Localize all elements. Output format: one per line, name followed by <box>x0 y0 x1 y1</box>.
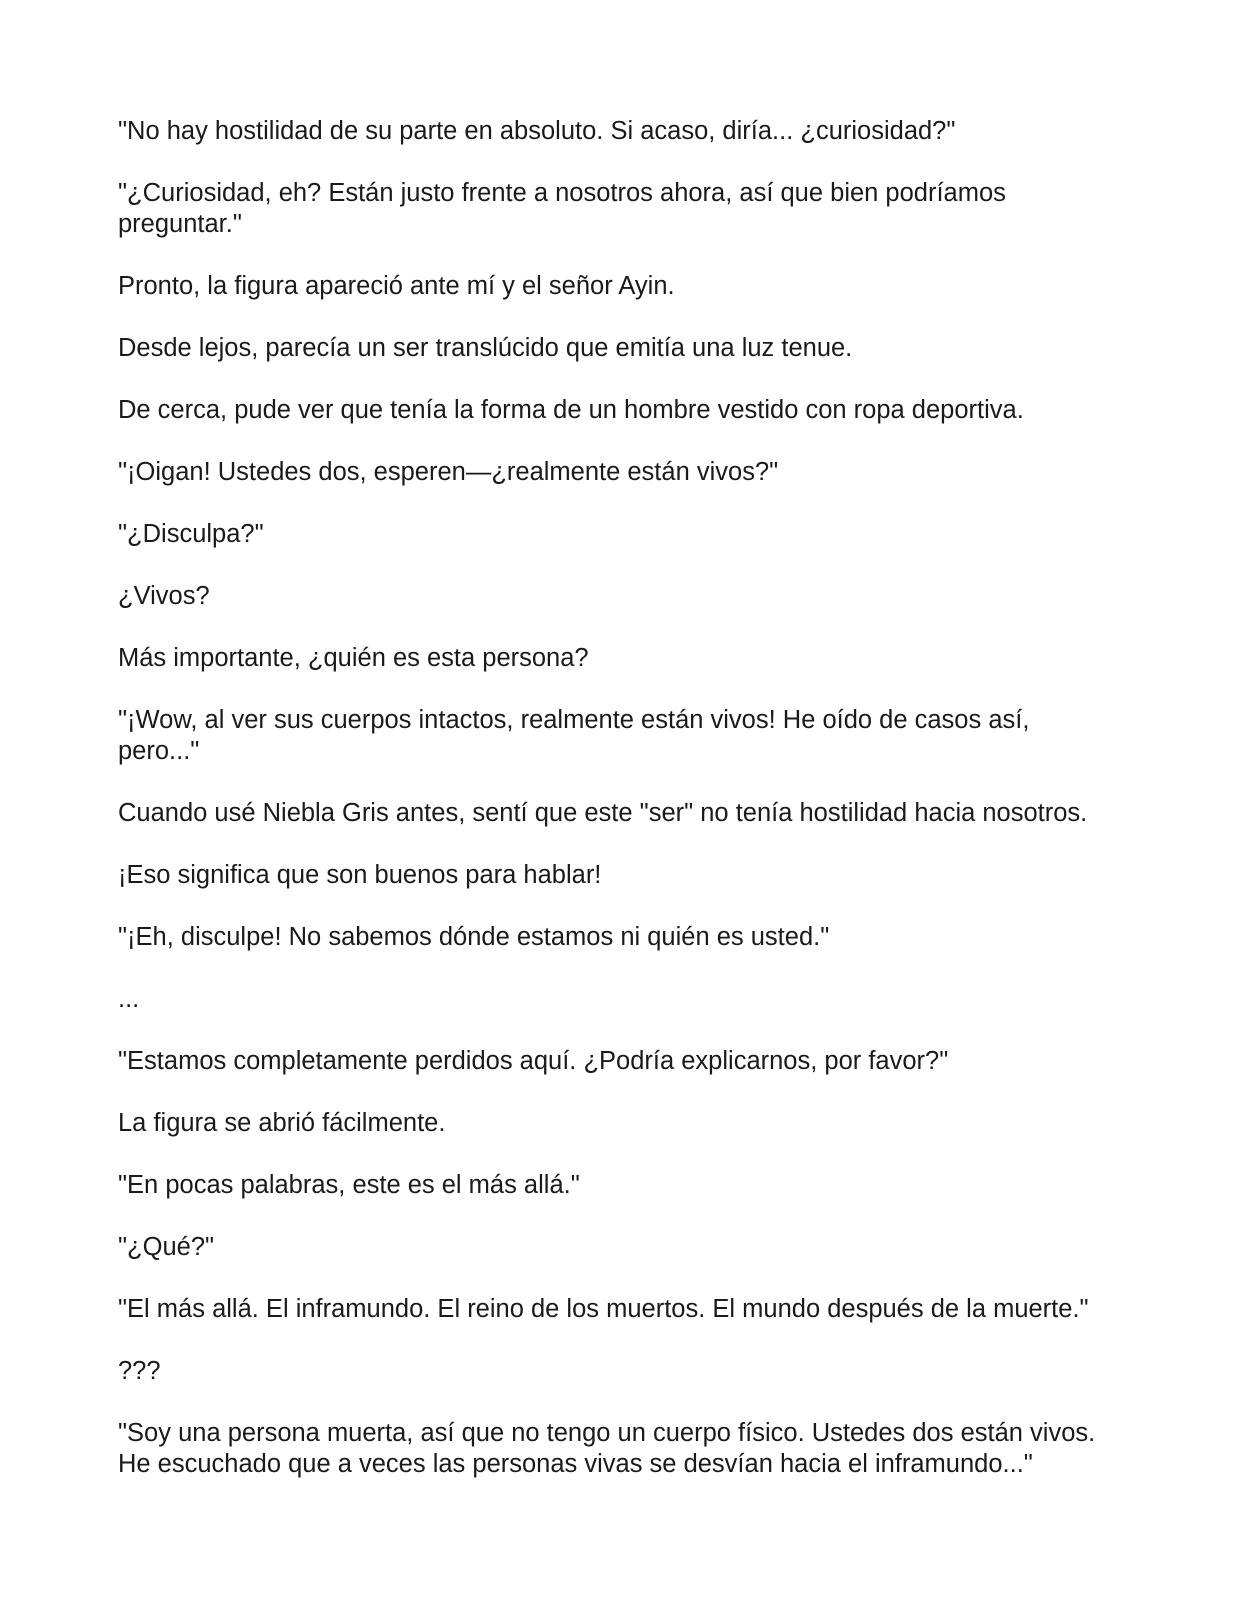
paragraph: Pronto, la figura apareció ante mí y el señor Ayin. <box>118 272 675 300</box>
paragraph: "¡Wow, al ver sus cuerpos intactos, realmente están vivos! He oído de casos así, pero..." <box>118 706 1030 765</box>
paragraph: "¿Curiosidad, eh? Están justo frente a nosotros ahora, así que bien podríamos preguntar." <box>118 179 1006 238</box>
paragraph: ... <box>118 985 140 1013</box>
paragraph: Más importante, ¿quién es esta persona? <box>118 644 589 672</box>
paragraph: "Soy una persona muerta, así que no tengo un cuerpo físico. Ustedes dos están vivos. He escuchado que a veces las personas vivas se desvían hacia el inframundo..." <box>118 1419 1096 1478</box>
paragraph: "¡Oigan! Ustedes dos, esperen—¿realmente están vivos?" <box>118 458 779 486</box>
paragraph: "¿Qué?" <box>118 1233 215 1261</box>
paragraph: "No hay hostilidad de su parte en absoluto. Si acaso, diría... ¿curiosidad?" <box>118 117 956 145</box>
paragraph: La figura se abrió fácilmente. <box>118 1109 446 1137</box>
paragraph: Desde lejos, parecía un ser translúcido que emitía una luz tenue. <box>118 334 853 362</box>
paragraph: De cerca, pude ver que tenía la forma de un hombre vestido con ropa deportiva. <box>118 396 1024 424</box>
paragraph: ¿Vivos? <box>118 582 210 610</box>
paragraph: "¿Disculpa?" <box>118 520 264 548</box>
paragraph: "En pocas palabras, este es el más allá." <box>118 1171 580 1199</box>
paragraph: "El más allá. El inframundo. El reino de los muertos. El mundo después de la muerte." <box>118 1295 1089 1323</box>
paragraph: Cuando usé Niebla Gris antes, sentí que este "ser" no tenía hostilidad hacia nosotros. <box>118 799 1088 827</box>
paragraph: ??? <box>118 1357 161 1385</box>
paragraph: ¡Eso significa que son buenos para hablar! <box>118 861 602 889</box>
document-body <box>118 116 1098 1480</box>
paragraph: "¡Eh, disculpe! No sabemos dónde estamos ni quién es usted." <box>118 923 830 951</box>
paragraph: "Estamos completamente perdidos aquí. ¿Podría explicarnos, por favor?" <box>118 1047 949 1075</box>
